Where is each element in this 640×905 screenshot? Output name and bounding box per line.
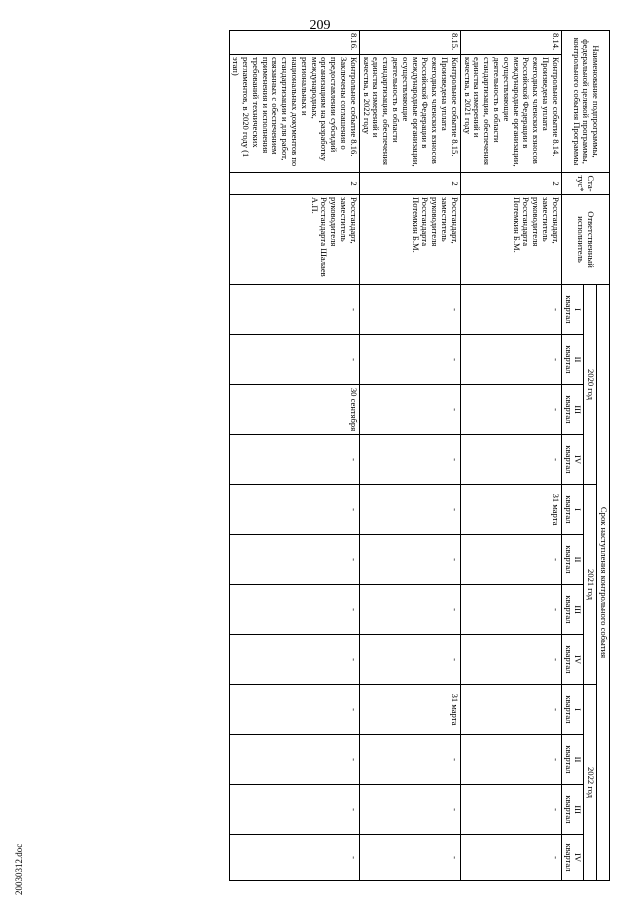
quarter-numeral: IV bbox=[573, 852, 584, 863]
header-quarter-1-4 bbox=[561, 435, 584, 485]
header-quarter-3-3 bbox=[561, 785, 584, 835]
quarter-word: квартал bbox=[563, 745, 574, 774]
quarter-word: квартал bbox=[563, 545, 574, 574]
quarter-word: квартал bbox=[563, 345, 574, 374]
header-quarter-2-1 bbox=[561, 485, 584, 535]
row-quarter-value: - bbox=[359, 585, 460, 635]
row-quarter-value: - bbox=[229, 535, 359, 585]
quarter-numeral: IV bbox=[573, 454, 584, 465]
quarter-word: квартал bbox=[563, 843, 574, 872]
row-quarter-value: - bbox=[359, 285, 460, 335]
row-quarter-value: - bbox=[460, 535, 561, 585]
quarter-numeral: I bbox=[573, 308, 584, 311]
row-quarter-value: - bbox=[359, 385, 460, 435]
header-quarter-2-2 bbox=[561, 535, 584, 585]
table-row bbox=[359, 31, 460, 881]
quarter-word: квартал bbox=[563, 645, 574, 674]
control-events-table bbox=[229, 30, 610, 881]
rotated-table-area bbox=[60, 30, 610, 880]
row-quarter-value: - bbox=[460, 285, 561, 335]
row-quarter-value: - bbox=[460, 735, 561, 785]
quarter-word: квартал bbox=[563, 395, 574, 424]
page-number: 209 bbox=[309, 18, 331, 33]
row-quarter-value: - bbox=[359, 535, 460, 585]
header-responsible: Ответственный исполнитель bbox=[561, 195, 609, 285]
row-responsible: Росстандарт, заместитель руководителя Росстандарта Потемкин Б.М. bbox=[359, 195, 460, 285]
row-quarter-value: - bbox=[460, 585, 561, 635]
quarter-numeral: II bbox=[573, 356, 584, 363]
header-status: Ста-тус* bbox=[561, 173, 609, 195]
row-event-name: Контрольное событие 8.14. Произведена уплата ежегодных членских взносов Российской Федерации в международные организации, осуществляющие деятельность в области стандартизации, обеспечения единства измерений и качества, в 2021 году bbox=[460, 55, 561, 173]
row-number: 8.15. bbox=[359, 31, 460, 55]
quarter-word: квартал bbox=[563, 295, 574, 324]
row-event-name: Контрольное событие 8.15. Произведена уплата ежегодных членских взносов Российской Федерации в международные организации, осуществляющие деятельность в области стандартизации, обеспечения единства измерений и качества, в 2022 году bbox=[359, 55, 460, 173]
row-number: 8.14. bbox=[460, 31, 561, 55]
row-quarter-value: - bbox=[229, 485, 359, 535]
row-quarter-value: - bbox=[359, 485, 460, 535]
row-quarter-value: - bbox=[460, 385, 561, 435]
row-quarter-value: - bbox=[460, 335, 561, 385]
row-quarter-value: - bbox=[460, 685, 561, 735]
row-quarter-value: - bbox=[229, 735, 359, 785]
row-quarter-value: 30 сентября bbox=[229, 385, 359, 435]
row-responsible: Росстандарт, заместитель руководителя Росстандарта Потемкин Б.М. bbox=[460, 195, 561, 285]
row-quarter-value: - bbox=[229, 785, 359, 835]
row-quarter-value: - bbox=[229, 685, 359, 735]
header-name: Наименование подпрограммы, федеральной целевой программы, контрольного события Программы bbox=[561, 31, 609, 173]
quarter-numeral: III bbox=[573, 805, 584, 814]
quarter-numeral: I bbox=[573, 508, 584, 511]
row-status: 2 bbox=[460, 173, 561, 195]
row-responsible: Росстандарт, заместитель руководителя Росстандарта Шалаев А.П. bbox=[229, 195, 359, 285]
header-quarter-1-3 bbox=[561, 385, 584, 435]
header-quarter-1-1 bbox=[561, 285, 584, 335]
row-number: 8.16. bbox=[229, 31, 359, 55]
quarter-word: квартал bbox=[563, 695, 574, 724]
row-quarter-value: - bbox=[359, 435, 460, 485]
table-body bbox=[229, 31, 561, 881]
row-quarter-value: - bbox=[359, 785, 460, 835]
row-status: 2 bbox=[359, 173, 460, 195]
header-row-1 bbox=[597, 31, 610, 881]
table-row bbox=[229, 31, 359, 881]
header-quarter-3-4 bbox=[561, 835, 584, 881]
row-quarter-value: - bbox=[460, 785, 561, 835]
quarter-word: квартал bbox=[563, 795, 574, 824]
quarter-numeral: III bbox=[573, 405, 584, 414]
quarter-numeral: IV bbox=[573, 654, 584, 665]
row-quarter-value: - bbox=[229, 435, 359, 485]
quarter-word: квартал bbox=[563, 495, 574, 524]
quarter-numeral: I bbox=[573, 708, 584, 711]
row-status: 2 bbox=[229, 173, 359, 195]
header-year-2021: 2021 год bbox=[584, 485, 597, 685]
header-deadline: Срок наступления контрольного события bbox=[597, 285, 610, 881]
row-quarter-value: - bbox=[359, 635, 460, 685]
row-quarter-value: - bbox=[460, 435, 561, 485]
header-quarter-1-2 bbox=[561, 335, 584, 385]
header-year-2022: 2022 год bbox=[584, 685, 597, 881]
row-quarter-value: - bbox=[229, 585, 359, 635]
header-year-2020: 2020 год bbox=[584, 285, 597, 485]
header-quarter-2-4 bbox=[561, 635, 584, 685]
header-quarter-3-1 bbox=[561, 685, 584, 735]
row-quarter-value: - bbox=[460, 835, 561, 881]
row-event-name: Контрольное событие 8.16. Заключены соглашения о предоставлении субсидий организациям на разработку международных, региональных и национальных документов по стандартизации и для работ, связанных с обеспечением применения и исполнения требований технических регламентов, в 2020 году (1 этап) bbox=[229, 55, 359, 173]
quarter-word: квартал bbox=[563, 595, 574, 624]
quarter-numeral: III bbox=[573, 605, 584, 614]
row-quarter-value: 31 марта bbox=[359, 685, 460, 735]
row-quarter-value: - bbox=[359, 835, 460, 881]
table-row bbox=[460, 31, 561, 881]
quarter-numeral: II bbox=[573, 556, 584, 563]
quarter-numeral: II bbox=[573, 756, 584, 763]
row-quarter-value: - bbox=[359, 335, 460, 385]
row-quarter-value: 31 марта bbox=[460, 485, 561, 535]
row-quarter-value: - bbox=[229, 835, 359, 881]
row-quarter-value: - bbox=[229, 285, 359, 335]
header-quarter-3-2 bbox=[561, 735, 584, 785]
row-quarter-value: - bbox=[229, 335, 359, 385]
row-quarter-value: - bbox=[229, 635, 359, 685]
quarter-word: квартал bbox=[563, 445, 574, 474]
header-quarter-2-3 bbox=[561, 585, 584, 635]
footer-file-code: 20030312.doc bbox=[14, 843, 24, 895]
row-quarter-value: - bbox=[359, 735, 460, 785]
row-quarter-value: - bbox=[460, 635, 561, 685]
